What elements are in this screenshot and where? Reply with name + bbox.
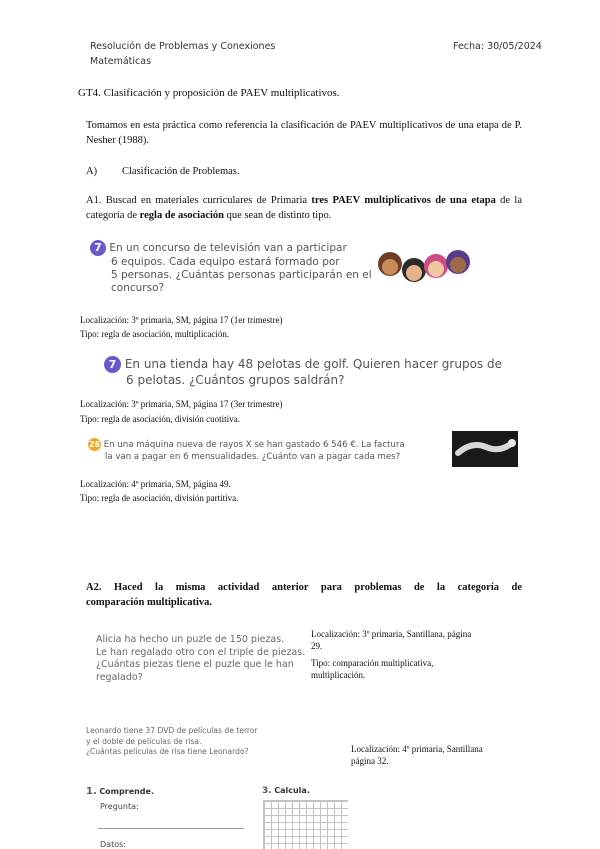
comparison-2-loc-line2: página 32.: [351, 756, 389, 766]
problem-2-location: Localización: 3º primaria, SM, página 17 (3er trimestre): [80, 399, 283, 409]
a1-mid: de la categoría de: [86, 195, 522, 221]
problem-2-line1: En una tienda hay 48 pelotas de golf. Quieren hacer grupos de: [124, 357, 502, 371]
a1-bold-type: tres PAEV multiplicativos de una etapa: [311, 195, 496, 206]
problem-3-line1: En una máquina nueva de rayos X se han gastado 6 546 €. La factura: [103, 440, 405, 450]
children-illustration: [372, 240, 476, 288]
problem-1-type: Tipo: regla de asociación, multiplicación.: [80, 329, 230, 339]
page-title: GT4. Clasificación y proposición de PAEV multiplicativos.: [78, 87, 340, 99]
header-date: Fecha: 30/05/2024: [453, 41, 542, 52]
comparison-2-line1: Leonardo tiene 37 DVD de películas de terror: [86, 726, 258, 735]
course-title: Resolución de Problemas y Conexiones: [90, 41, 276, 52]
intro-paragraph: Tomamos en esta práctica como referencia la clasificación de PAEV multiplicativos de una etapa de P. Nesher (1988).: [86, 120, 522, 146]
comparison-1-line4: regalado?: [96, 671, 143, 683]
worksheet-pregunta-label: Pregunta:: [100, 802, 139, 811]
problem-number-badge: 26: [88, 440, 101, 449]
comparison-1-snippet: [96, 634, 305, 684]
problem-1-line1: En un concurso de televisión van a participar: [109, 242, 347, 254]
problem-2-type: Tipo: regla de asociación, división cuotitiva.: [80, 414, 240, 424]
comparison-1-line1: Alicia ha hecho un puzle de 150 piezas.: [96, 634, 285, 645]
worksheet-item-1-label: Comprende.: [99, 787, 154, 796]
comparison-2-line2: y el doble de películas de risa.: [86, 736, 202, 746]
a1-bold-category: regla de asociación: [139, 210, 225, 221]
calculation-grid: [263, 800, 348, 849]
worksheet-item-1-number: 1.: [86, 786, 97, 797]
problem-3-type: Tipo: regla de asociación, división partitiva.: [80, 493, 239, 503]
problem-1-location: Localización: 3º primaria, SM, página 17 (1er trimestre): [80, 315, 283, 325]
problem-1-snippet: [90, 240, 380, 295]
worksheet-datos-label: Datos:: [100, 840, 126, 849]
comparison-2-location: [351, 743, 483, 767]
a2-line1: A2. Haced la misma actividad anterior para problemas de la categoría de: [86, 582, 522, 593]
problem-3-snippet: [88, 438, 405, 463]
worksheet-item-3-number: 3.: [262, 786, 272, 796]
problem-1-line2: 6 equipos. Cada equipo estará formado por: [111, 256, 340, 268]
comparison-1-loc-line1: Localización: 3º primaria, Santillana, página: [311, 629, 472, 639]
problem-number-badge: 7: [104, 356, 121, 373]
problem-3-line2: la van a pagar en 6 mensualidades. ¿Cuánto van a pagar cada mes?: [105, 452, 401, 462]
a1-prefix: A1. Buscad en materiales curriculares de Primaria: [86, 195, 312, 206]
comparison-2-snippet: [86, 726, 258, 758]
problem-2-line2: 6 pelotas. ¿Cuántos grupos saldrán?: [126, 373, 345, 387]
section-a-label: Clasificación de Problemas.: [122, 166, 240, 177]
problem-3-location: Localización: 4º primaria, SM, página 49.: [80, 479, 231, 489]
a1-suffix: que sean de distinto tipo.: [224, 210, 332, 221]
problem-1-line3: 5 personas. ¿Cuántas personas participarán en el: [111, 269, 372, 281]
comparison-1-type-line2: multiplicación.: [311, 670, 366, 680]
a2-instruction: [86, 580, 522, 610]
comparison-1-loc-line2: 29.: [311, 641, 323, 651]
course-subject: Matemáticas: [90, 56, 152, 67]
comparison-2-loc-line1: Localización: 4º primaria, Santillana: [351, 744, 483, 754]
comparison-1-line2: Le han regalado otro con el triple de piezas.: [96, 646, 306, 658]
worksheet-item-3-label: Calcula.: [274, 786, 310, 795]
worksheet-item-3: [262, 786, 310, 796]
comparison-1-line3: ¿Cuántas piezas tiene el puzle que le han: [96, 659, 294, 670]
a2-line2: comparación multiplicativa.: [86, 597, 212, 608]
a1-instruction: [86, 193, 522, 223]
comparison-2-line3: ¿Cuántas películas de risa tiene Leonardo?: [86, 747, 249, 756]
worksheet-item-1: [86, 786, 154, 797]
problem-1-line4: concurso?: [111, 282, 165, 294]
xray-image: [452, 431, 518, 467]
worksheet-answer-line: [98, 828, 244, 829]
problem-number-badge: 7: [90, 240, 106, 256]
section-a-letter: A): [86, 166, 98, 177]
problem-2-snippet: [104, 356, 502, 388]
comparison-1-location: [311, 628, 471, 652]
comparison-1-type-line1: Tipo: comparación multiplicativa,: [311, 658, 434, 668]
comparison-1-type: [311, 657, 433, 681]
